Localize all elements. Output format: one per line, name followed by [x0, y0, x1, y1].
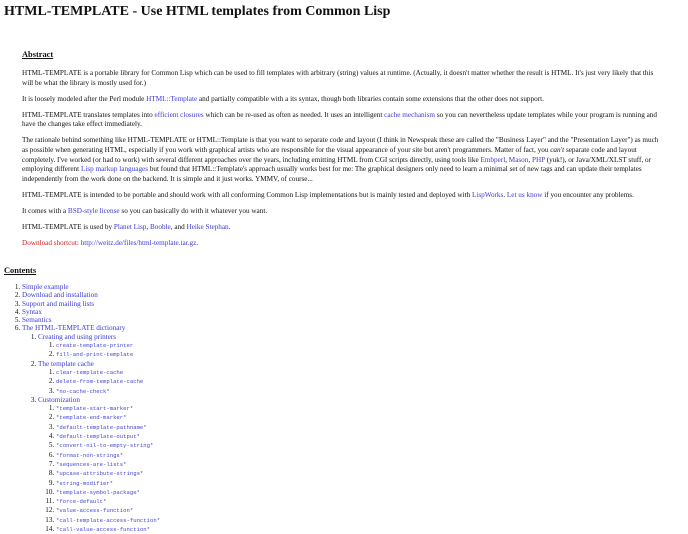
text: so you can nevertheless update templates while your program is running and have the changes take effect immediately. — [22, 110, 657, 129]
toc-dictionary-link[interactable]: The HTML-TEMPLATE dictionary — [22, 324, 126, 333]
dictionary-entry — [56, 479, 684, 488]
entry-link[interactable]: fill-and-print-template — [56, 351, 134, 359]
dictionary-list — [22, 333, 684, 534]
dictionary-entry — [56, 341, 684, 350]
cache-list — [38, 368, 684, 396]
contents-item — [22, 316, 684, 324]
dictionary-entry — [56, 423, 684, 432]
entry-link[interactable]: delete-from-template-cache — [56, 378, 144, 386]
dictionary-entry — [56, 451, 684, 460]
text: It is loosely modeled after the Perl module — [22, 94, 147, 103]
text: . — [196, 239, 199, 248]
html-template-perl-link[interactable]: HTML::Template — [146, 94, 198, 103]
toc-template-cache-link[interactable]: The template cache — [38, 359, 94, 368]
dictionary-entry — [56, 404, 684, 413]
dictionary-entry — [56, 460, 684, 469]
dictionary-entry — [56, 516, 684, 525]
text: HTML-TEMPLATE is intended to be portable and should work with all conforming Common Lisp implementations but is mainly tested and deployed with — [22, 190, 472, 199]
entry-link[interactable]: *call-value-access-function* — [56, 526, 150, 534]
planet-lisp-link[interactable]: Planet Lisp — [113, 223, 147, 232]
dictionary-entry — [56, 413, 684, 422]
contents-list — [4, 283, 684, 534]
dictionary-entry — [56, 387, 684, 396]
entry-link[interactable]: *template-end-marker* — [56, 414, 127, 422]
text: separate code and layout completely. I've worked (or had to work) with several different approaches over the years, including emitting HTML from CGI scripts directly, using tools like — [22, 146, 637, 164]
text: and partially compatible with a its syntax, though both libraries contain some extensions that the other does not support. — [197, 94, 544, 103]
text: if you encounter any problems. — [542, 190, 634, 199]
entry-link[interactable]: *template-start-marker* — [56, 405, 134, 413]
entry-link[interactable]: *format-non-strings* — [56, 451, 124, 459]
dictionary-entry — [56, 350, 684, 359]
text: (yuk!), or Java/XML/XLST stuff, or employing different — [22, 155, 652, 174]
abstract-paragraph-3 — [22, 111, 666, 130]
toc-simple-example-link[interactable]: Simple example — [22, 283, 69, 291]
text: The rationale behind something like HTML-TEMPLATE or HTML::Template is that you want to separate code and layout (I think in Newspeak these are called the "Business Layer" and the "Presentation Layer") as much as possible when generating HTML, especially if you work with graphical artists who are responsible for the visual appearance of your site but aren't programmers. Matter of fact, you — [22, 136, 659, 155]
contents-item — [22, 291, 684, 299]
dictionary-entry — [56, 377, 684, 386]
toc-customization-link[interactable]: Customization — [38, 395, 80, 404]
entry-link[interactable]: *convert-nil-to-empty-string* — [56, 442, 154, 450]
text: . — [228, 223, 231, 232]
toc-printers-link[interactable]: Creating and using printers — [38, 332, 117, 341]
contents-section — [4, 266, 684, 534]
abstract-paragraph-4 — [22, 136, 666, 184]
toc-download-link[interactable]: Download and installation — [22, 291, 98, 300]
entry-link[interactable]: clear-template-cache — [56, 368, 124, 376]
booble-link[interactable]: Booble — [149, 223, 171, 232]
text: It comes with a — [22, 207, 68, 216]
dictionary-entry — [56, 432, 684, 441]
text: HTML-TEMPLATE translates templates into — [22, 110, 155, 119]
abstract-paragraph-5 — [22, 191, 666, 201]
text: which can be re-used as often as needed. It uses an intelligent — [203, 110, 385, 119]
toc-support-link[interactable]: Support and mailing lists — [22, 299, 95, 308]
dictionary-section — [38, 333, 684, 360]
toc-semantics-link[interactable]: Semantics — [22, 316, 52, 325]
toc-syntax-link[interactable]: Syntax — [22, 307, 42, 316]
abstract-paragraph-2 — [22, 95, 666, 105]
download-shortcut — [22, 239, 666, 249]
entry-link[interactable]: *value-access-function* — [56, 507, 134, 515]
text: , — [146, 223, 150, 232]
text: , — [528, 155, 532, 164]
entry-link[interactable]: *call-template-access-function* — [56, 516, 161, 524]
contents-item — [22, 300, 684, 308]
dictionary-entry — [56, 469, 684, 478]
abstract-paragraph-1: HTML-TEMPLATE is a portable library for Common Lisp which can be used to fill templates with arbitrary (string) values at runtime. (Actually, it doesn't matter whether the result is HTML. It's just very likely that this will be what the library is mostly used for.) — [22, 69, 654, 87]
printers-list — [38, 341, 684, 360]
contents-item — [22, 283, 684, 291]
embperl-link[interactable]: Embperl — [480, 155, 506, 164]
heike-stephan-link[interactable]: Heike Stephan — [186, 223, 229, 232]
entry-link[interactable]: *force-default* — [56, 498, 107, 506]
abstract-heading: Abstract — [22, 50, 54, 59]
text: HTML-TEMPLATE is used by — [22, 223, 114, 232]
text: so you can basically do with it whatever you want. — [119, 207, 268, 216]
contents-heading: Contents — [4, 266, 37, 275]
entry-link[interactable]: *default-template-pathname* — [56, 423, 147, 431]
text: , and — [170, 223, 187, 232]
lisp-markup-languages-link[interactable]: Lisp markup languages — [80, 165, 149, 174]
let-us-know-link[interactable]: Let us know — [506, 190, 543, 199]
entry-link[interactable]: *template-symbol-package* — [56, 488, 140, 496]
dictionary-section — [38, 360, 684, 396]
entry-link[interactable]: *sequences-are-lists* — [56, 460, 127, 468]
php-link[interactable]: PHP — [531, 155, 545, 164]
dictionary-section — [38, 396, 684, 534]
text: but found that HTML::Template's approach usually works best for me: The graphical designers only need to learn a minimal set of new tags and can update their templates independently from the work done on the backend. It is simple and it just works. YMMV, of course... — [22, 165, 642, 183]
emphasis: can't — [550, 146, 565, 155]
lispworks-link[interactable]: LispWorks — [471, 190, 504, 199]
entry-link[interactable]: create-template-printer — [56, 342, 134, 350]
text: . — [503, 190, 507, 199]
contents-item — [22, 308, 684, 316]
text: , — [505, 155, 509, 164]
customization-list — [38, 404, 684, 534]
entry-link[interactable]: *string-modifier* — [56, 479, 114, 487]
abstract-paragraph-6 — [22, 207, 666, 217]
download-shortcut-label: Download shortcut: — [22, 239, 79, 248]
dictionary-entry — [56, 497, 684, 506]
dictionary-entry — [56, 525, 684, 534]
entry-link[interactable]: *no-cache-check* — [56, 387, 110, 395]
abstract-paragraph-7 — [22, 223, 666, 233]
dictionary-entry — [56, 488, 684, 497]
dictionary-entry — [56, 368, 684, 377]
dictionary-entry — [56, 441, 684, 450]
mason-link[interactable]: Mason — [508, 155, 529, 164]
download-link[interactable]: http://weitz.de/files/html-template.tar.gz — [80, 239, 197, 248]
efficient-closures-link[interactable]: efficient closures — [154, 110, 204, 119]
entry-link[interactable]: *upcase-attribute-strings* — [56, 470, 144, 478]
dictionary-entry — [56, 506, 684, 515]
cache-mechanism-link[interactable]: cache mechanism — [384, 110, 436, 119]
bsd-license-link[interactable]: BSD-style license — [67, 207, 120, 216]
abstract-section — [22, 50, 666, 255]
page-title: HTML-TEMPLATE - Use HTML templates from Common Lisp — [4, 4, 391, 19]
contents-item — [22, 324, 684, 534]
entry-link[interactable]: *default-template-output* — [56, 433, 140, 441]
